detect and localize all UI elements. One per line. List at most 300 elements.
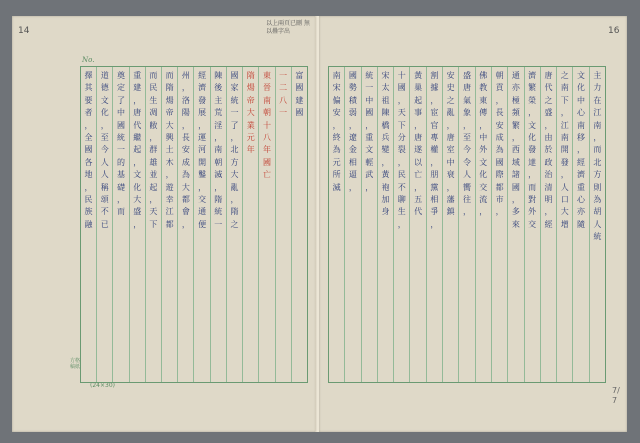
manuscript-character: ， bbox=[397, 95, 406, 105]
manuscript-character: 下 bbox=[560, 95, 569, 105]
manuscript-character: ， bbox=[165, 170, 174, 180]
manuscript-character: 陳 bbox=[381, 108, 390, 118]
manuscript-character: 黃 bbox=[381, 170, 390, 180]
manuscript-character: ， bbox=[397, 219, 406, 229]
manuscript-character: 南 bbox=[560, 132, 569, 142]
manuscript-character: 治 bbox=[544, 170, 553, 180]
manuscript-character: 族 bbox=[84, 207, 93, 217]
manuscript-character: 的 bbox=[116, 157, 125, 167]
manuscript-character: 達 bbox=[528, 157, 537, 167]
manuscript-character: 金 bbox=[348, 145, 357, 155]
manuscript-character: 市 bbox=[495, 194, 504, 204]
manuscript-character: 外 bbox=[528, 207, 537, 217]
manuscript-character: 爭 bbox=[430, 207, 439, 217]
manuscript-character: 在 bbox=[593, 95, 602, 105]
manuscript-character: 隋 bbox=[246, 71, 255, 80]
manuscript-character: 所 bbox=[332, 170, 341, 180]
manuscript-character: 主 bbox=[214, 95, 223, 105]
manuscript-character: 文 bbox=[577, 71, 586, 80]
manuscript-character: 外 bbox=[479, 145, 488, 155]
manuscript-character: 不 bbox=[397, 182, 406, 192]
manuscript-character: 藩 bbox=[446, 194, 455, 204]
manuscript-character: 統 bbox=[116, 132, 125, 142]
manuscript-character: 隋 bbox=[230, 207, 239, 217]
manuscript-character: ， bbox=[560, 108, 569, 118]
manuscript-character: ， bbox=[133, 95, 142, 105]
manuscript-character: ， bbox=[430, 219, 439, 229]
manuscript-character: 下 bbox=[397, 120, 406, 130]
manuscript-character: 南 bbox=[214, 145, 223, 155]
manuscript-character: ， bbox=[365, 182, 374, 192]
manuscript-character: 會 bbox=[181, 207, 190, 217]
manuscript-character: 頌 bbox=[100, 194, 109, 204]
manuscript-character: 權 bbox=[430, 145, 439, 155]
manuscript-character: 政 bbox=[544, 157, 553, 167]
manuscript-character: 北 bbox=[230, 145, 239, 155]
manuscript-character: 朝 bbox=[214, 157, 223, 167]
manuscript-character: ， bbox=[230, 194, 239, 204]
manuscript-character: 人 bbox=[100, 157, 109, 167]
handwritten-note: 以上兩頁已刪 無以疊字出 bbox=[266, 20, 310, 35]
manuscript-column bbox=[361, 67, 377, 382]
manuscript-character: 教 bbox=[479, 83, 488, 93]
manuscript-character: 大 bbox=[165, 120, 174, 130]
manuscript-character: 經 bbox=[577, 157, 586, 167]
manuscript-character: 口 bbox=[560, 194, 569, 204]
manuscript-column bbox=[409, 67, 425, 382]
manuscript-character: 橋 bbox=[381, 120, 390, 130]
manuscript-character: ， bbox=[348, 120, 357, 130]
grid-publisher-label: 方格稿紙 bbox=[70, 358, 81, 370]
manuscript-character: 南 bbox=[577, 120, 586, 130]
manuscript-character: 榮 bbox=[528, 95, 537, 105]
manuscript-character: 洛 bbox=[181, 95, 190, 105]
manuscript-character: 分 bbox=[397, 132, 406, 142]
manuscript-column bbox=[112, 67, 128, 382]
manuscript-character: 德 bbox=[100, 83, 109, 93]
manuscript-character: 事 bbox=[414, 108, 423, 118]
manuscript-character: 發 bbox=[198, 95, 207, 105]
manuscript-column bbox=[275, 67, 291, 382]
manuscript-character: 文 bbox=[133, 170, 142, 180]
manuscript-column bbox=[81, 67, 96, 382]
manuscript-character: 礎 bbox=[116, 182, 125, 192]
manuscript-character: ， bbox=[577, 145, 586, 155]
manuscript-character: 文 bbox=[528, 120, 537, 130]
manuscript-character: ， bbox=[84, 182, 93, 192]
manuscript-character: ， bbox=[198, 182, 207, 192]
manuscript-character: 民 bbox=[397, 170, 406, 180]
manuscript-character: 人 bbox=[560, 182, 569, 192]
manuscript-character: 偏 bbox=[332, 95, 341, 105]
manuscript-column bbox=[377, 67, 393, 382]
grid-number-label: No. bbox=[82, 56, 95, 64]
manuscript-character: 令 bbox=[462, 157, 471, 167]
manuscript-character: 隋 bbox=[165, 83, 174, 93]
manuscript-character: 重 bbox=[133, 71, 142, 80]
manuscript-character: 嚮 bbox=[462, 182, 471, 192]
manuscript-character: 年 bbox=[262, 145, 271, 155]
manuscript-character: 心 bbox=[577, 108, 586, 118]
manuscript-character: 陽 bbox=[181, 108, 190, 118]
right-page-number: 16 bbox=[608, 26, 620, 36]
manuscript-character: 五 bbox=[414, 194, 423, 204]
manuscript-character: 統 bbox=[365, 71, 374, 80]
manuscript-character: ， bbox=[414, 182, 423, 192]
manuscript-character: 往 bbox=[462, 194, 471, 204]
manuscript-character: 佛 bbox=[479, 71, 488, 80]
manuscript-character: 定 bbox=[116, 83, 125, 93]
manuscript-character: 經 bbox=[544, 219, 553, 229]
manuscript-column bbox=[589, 67, 605, 382]
manuscript-character: 長 bbox=[181, 132, 190, 142]
manuscript-character: 衰 bbox=[446, 170, 455, 180]
manuscript-character: 繁 bbox=[511, 120, 520, 130]
manuscript-character: 大 bbox=[560, 207, 569, 217]
manuscript-character: ， bbox=[116, 194, 125, 204]
manuscript-character: 相 bbox=[430, 194, 439, 204]
manuscript-character: 盛 bbox=[544, 108, 553, 118]
manuscript-character: 今 bbox=[462, 145, 471, 155]
manuscript-character: 江 bbox=[165, 207, 174, 217]
manuscript-character: 人 bbox=[100, 170, 109, 180]
manuscript-character: 方 bbox=[230, 157, 239, 167]
manuscript-column bbox=[210, 67, 226, 382]
manuscript-character: 八 bbox=[279, 95, 288, 105]
manuscript-character: 人 bbox=[593, 219, 602, 229]
manuscript-character: 十 bbox=[397, 71, 406, 80]
manuscript-character: 代 bbox=[414, 207, 423, 217]
manuscript-character: 奠 bbox=[116, 71, 125, 80]
manuscript-column bbox=[426, 67, 442, 382]
manuscript-character: 煬 bbox=[246, 83, 255, 93]
manuscript-character: 擇 bbox=[84, 71, 93, 80]
manuscript-character: ， bbox=[149, 132, 158, 142]
manuscript-character: ， bbox=[430, 95, 439, 105]
manuscript-character: 經 bbox=[198, 71, 207, 80]
manuscript-character: 者 bbox=[84, 108, 93, 118]
manuscript-character: 國 bbox=[365, 108, 374, 118]
manuscript-character: ， bbox=[348, 182, 357, 192]
left-page-number: 14 bbox=[18, 26, 30, 36]
manuscript-character: 亡 bbox=[414, 170, 423, 180]
manuscript-character: ， bbox=[462, 120, 471, 130]
manuscript-character: 貢 bbox=[495, 83, 504, 93]
manuscript-character: 為 bbox=[495, 145, 504, 155]
manuscript-character: 各 bbox=[84, 157, 93, 167]
manuscript-character: 而 bbox=[528, 182, 537, 192]
manuscript-column bbox=[442, 67, 458, 382]
manuscript-character: 人 bbox=[462, 170, 471, 180]
manuscript-character: 身 bbox=[381, 207, 390, 217]
manuscript-character: 極 bbox=[511, 95, 520, 105]
manuscript-character: 國 bbox=[495, 157, 504, 167]
manuscript-character: 都 bbox=[495, 182, 504, 192]
manuscript-character: ， bbox=[479, 120, 488, 130]
manuscript-character: 江 bbox=[593, 108, 602, 118]
manuscript-column bbox=[540, 67, 556, 382]
manuscript-character: 國 bbox=[230, 71, 239, 80]
manuscript-character: 亂 bbox=[230, 182, 239, 192]
manuscript-character: 明 bbox=[544, 194, 553, 204]
manuscript-character: 開 bbox=[198, 157, 207, 167]
manuscript-character: 運 bbox=[198, 132, 207, 142]
manuscript-character: 通 bbox=[198, 207, 207, 217]
manuscript-character: 興 bbox=[165, 132, 174, 142]
manuscript-character: ， bbox=[365, 120, 374, 130]
manuscript-character: ， bbox=[181, 120, 190, 130]
manuscript-character: ， bbox=[495, 207, 504, 217]
manuscript-character: ， bbox=[149, 194, 158, 204]
manuscript-character: 鑿 bbox=[198, 170, 207, 180]
manuscript-character: 中 bbox=[446, 157, 455, 167]
manuscript-character: ， bbox=[544, 207, 553, 217]
manuscript-character: 地 bbox=[84, 170, 93, 180]
manuscript-character: 統 bbox=[593, 232, 602, 242]
manuscript-character: 而 bbox=[593, 145, 602, 155]
manuscript-character: 據 bbox=[430, 83, 439, 93]
manuscript-character: 晉 bbox=[262, 83, 271, 93]
manuscript-character: 代 bbox=[133, 120, 142, 130]
manuscript-character: 發 bbox=[560, 157, 569, 167]
manuscript-character: 建 bbox=[295, 95, 304, 105]
manuscript-column bbox=[572, 67, 588, 382]
manuscript-character: ， bbox=[381, 157, 390, 167]
manuscript-character: 生 bbox=[149, 95, 158, 105]
manuscript-character: 元 bbox=[332, 157, 341, 167]
manuscript-character: 敝 bbox=[149, 120, 158, 130]
manuscript-character: ， bbox=[230, 132, 239, 142]
manuscript-character: 長 bbox=[495, 108, 504, 118]
manuscript-character: 天 bbox=[397, 108, 406, 118]
manuscript-character: 於 bbox=[544, 145, 553, 155]
manuscript-character: 移 bbox=[577, 132, 586, 142]
manuscript-character: 荒 bbox=[214, 108, 223, 118]
manuscript-column bbox=[458, 67, 474, 382]
manuscript-character: 年 bbox=[246, 145, 255, 155]
manuscript-character: 今 bbox=[100, 145, 109, 155]
manuscript-character: 文 bbox=[479, 157, 488, 167]
manuscript-character: 基 bbox=[116, 170, 125, 180]
manuscript-character: 唐 bbox=[133, 108, 142, 118]
manuscript-column bbox=[329, 67, 344, 382]
manuscript-character: 元 bbox=[246, 132, 255, 142]
manuscript-character: 便 bbox=[198, 219, 207, 229]
manuscript-column bbox=[177, 67, 193, 382]
manuscript-character: 群 bbox=[149, 145, 158, 155]
manuscript-character: 化 bbox=[528, 132, 537, 142]
manuscript-character: 鎮 bbox=[446, 207, 455, 217]
manuscript-character: ， bbox=[430, 157, 439, 167]
manuscript-character: 之 bbox=[230, 219, 239, 229]
manuscript-character: ， bbox=[511, 194, 520, 204]
manuscript-character: 南 bbox=[560, 83, 569, 93]
manuscript-character: 展 bbox=[198, 108, 207, 118]
manuscript-character: 統 bbox=[230, 95, 239, 105]
manuscript-character: 逼 bbox=[348, 170, 357, 180]
manuscript-character: 亦 bbox=[577, 207, 586, 217]
manuscript-character: ， bbox=[593, 132, 602, 142]
manuscript-character: 並 bbox=[149, 170, 158, 180]
manuscript-character: ， bbox=[100, 120, 109, 130]
manuscript-character: 化 bbox=[100, 108, 109, 118]
manuscript-character: 則 bbox=[593, 182, 602, 192]
manuscript-character: 生 bbox=[397, 207, 406, 217]
manuscript-character: ， bbox=[462, 207, 471, 217]
manuscript-character: 要 bbox=[84, 95, 93, 105]
manuscript-character: 國 bbox=[397, 83, 406, 93]
manuscript-column bbox=[344, 67, 360, 382]
manuscript-character: 割 bbox=[430, 71, 439, 80]
archive-mark: 7/7 bbox=[612, 386, 620, 405]
manuscript-column bbox=[129, 67, 145, 382]
manuscript-character: 河 bbox=[198, 145, 207, 155]
manuscript-character: 不 bbox=[100, 207, 109, 217]
grid-size-label: (24×30) bbox=[90, 382, 115, 389]
manuscript-character: 安 bbox=[446, 71, 455, 80]
manuscript-character: ， bbox=[332, 120, 341, 130]
manuscript-character: 隋 bbox=[214, 194, 223, 204]
manuscript-character: 國 bbox=[348, 71, 357, 80]
manuscript-character: 業 bbox=[246, 120, 255, 130]
manuscript-character: 中 bbox=[365, 95, 374, 105]
manuscript-character: 多 bbox=[511, 207, 520, 217]
manuscript-character: 流 bbox=[479, 194, 488, 204]
manuscript-character: 濟 bbox=[528, 71, 537, 80]
manuscript-character: 一 bbox=[279, 71, 288, 80]
manuscript-character: ， bbox=[511, 132, 520, 142]
manuscript-character: 起 bbox=[133, 145, 142, 155]
manuscript-character: ， bbox=[133, 157, 142, 167]
manuscript-character: 為 bbox=[593, 194, 602, 204]
manuscript-character: 朝 bbox=[495, 71, 504, 80]
manuscript-character: 國 bbox=[262, 157, 271, 167]
manuscript-character: ， bbox=[397, 157, 406, 167]
manuscript-character: 重 bbox=[577, 182, 586, 192]
manuscript-character: 加 bbox=[381, 194, 390, 204]
manuscript-character: 唐 bbox=[446, 132, 455, 142]
manuscript-column bbox=[507, 67, 523, 382]
manuscript-character: 都 bbox=[165, 219, 174, 229]
manuscript-character: 安 bbox=[332, 108, 341, 118]
manuscript-character: 遂 bbox=[414, 145, 423, 155]
manuscript-character: 國 bbox=[295, 108, 304, 118]
manuscript-character: 大 bbox=[246, 108, 255, 118]
manuscript-character: 雄 bbox=[149, 157, 158, 167]
manuscript-character: 東 bbox=[262, 71, 271, 80]
manuscript-character: 遊 bbox=[165, 182, 174, 192]
manuscript-character: 十 bbox=[262, 120, 271, 130]
manuscript-character: 史 bbox=[446, 83, 455, 93]
manuscript-character: 諸 bbox=[511, 170, 520, 180]
manuscript-character: 唐 bbox=[414, 132, 423, 142]
manuscript-character: 朝 bbox=[262, 108, 271, 118]
manuscript-character: ， bbox=[560, 170, 569, 180]
manuscript-character: 而 bbox=[165, 71, 174, 80]
manuscript-character: 亂 bbox=[446, 108, 455, 118]
manuscript-character: 下 bbox=[149, 219, 158, 229]
manuscript-character: 為 bbox=[181, 170, 190, 180]
manuscript-character: 室 bbox=[446, 145, 455, 155]
manuscript-character: ， bbox=[133, 219, 142, 229]
manuscript-character: 兵 bbox=[381, 132, 390, 142]
manuscript-character: 國 bbox=[295, 83, 304, 93]
manuscript-character: 滅 bbox=[214, 170, 223, 180]
manuscript-character: 由 bbox=[544, 132, 553, 142]
manuscript-character: 弱 bbox=[348, 108, 357, 118]
manuscript-character: 交 bbox=[528, 219, 537, 229]
manuscript-character: 西 bbox=[511, 145, 520, 155]
manuscript-character: 黃 bbox=[414, 71, 423, 80]
manuscript-character: ， bbox=[446, 182, 455, 192]
manuscript-character: 聊 bbox=[397, 194, 406, 204]
manuscript-character: 民 bbox=[149, 83, 158, 93]
manuscript-character: 凋 bbox=[149, 108, 158, 118]
manuscript-character: 通 bbox=[511, 71, 520, 80]
manuscript-character: 氣 bbox=[462, 95, 471, 105]
manuscript-character: 亦 bbox=[511, 83, 520, 93]
manuscript-column bbox=[393, 67, 409, 382]
manuscript-character: 巢 bbox=[414, 83, 423, 93]
manuscript-character: 二 bbox=[279, 83, 288, 93]
manuscript-column bbox=[524, 67, 540, 382]
manuscript-column bbox=[96, 67, 112, 382]
manuscript-column bbox=[475, 67, 491, 382]
manuscript-character: 南 bbox=[332, 71, 341, 80]
manuscript-character: 黨 bbox=[430, 182, 439, 192]
manuscript-character: 八 bbox=[262, 132, 271, 142]
manuscript-character: 來 bbox=[511, 219, 520, 229]
manuscript-character: ， bbox=[84, 120, 93, 130]
manuscript-character: 專 bbox=[430, 132, 439, 142]
manuscript-character: 統 bbox=[214, 207, 223, 217]
manuscript-character: ， bbox=[479, 207, 488, 217]
manuscript-character: 一 bbox=[279, 108, 288, 118]
manuscript-character: 其 bbox=[84, 83, 93, 93]
manuscript-character: 滅 bbox=[332, 182, 341, 192]
manuscript-character: 帝 bbox=[246, 95, 255, 105]
manuscript-character: 文 bbox=[100, 95, 109, 105]
manuscript-character: ， bbox=[544, 120, 553, 130]
manuscript-column bbox=[161, 67, 177, 382]
manuscript-character: 了 bbox=[230, 120, 239, 130]
manuscript-character: 全 bbox=[84, 132, 93, 142]
manuscript-character: 陳 bbox=[214, 71, 223, 80]
manuscript-character: 一 bbox=[230, 108, 239, 118]
manuscript-column bbox=[291, 67, 307, 382]
manuscript-character: 增 bbox=[560, 219, 569, 229]
manuscript-character: 交 bbox=[479, 182, 488, 192]
manuscript-character: 土 bbox=[165, 145, 174, 155]
manuscript-character: 東 bbox=[479, 95, 488, 105]
manuscript-character: 宋 bbox=[381, 71, 390, 80]
manuscript-character: 天 bbox=[149, 207, 158, 217]
manuscript-character: 發 bbox=[528, 145, 537, 155]
manuscript-character: 交 bbox=[198, 194, 207, 204]
manuscript-character: 北 bbox=[593, 157, 602, 167]
manuscript-character: 帝 bbox=[165, 108, 174, 118]
manuscript-column bbox=[491, 67, 507, 382]
manuscript-character: 積 bbox=[348, 95, 357, 105]
manuscript-character: 之 bbox=[544, 95, 553, 105]
manuscript-character: 濟 bbox=[198, 83, 207, 93]
manuscript-character: 國 bbox=[511, 182, 520, 192]
manuscript-character: 起 bbox=[414, 95, 423, 105]
manuscript-character: 相 bbox=[348, 157, 357, 167]
manuscript-character: 盛 bbox=[133, 207, 142, 217]
manuscript-character: 武 bbox=[365, 170, 374, 180]
manuscript-character: 中 bbox=[116, 108, 125, 118]
